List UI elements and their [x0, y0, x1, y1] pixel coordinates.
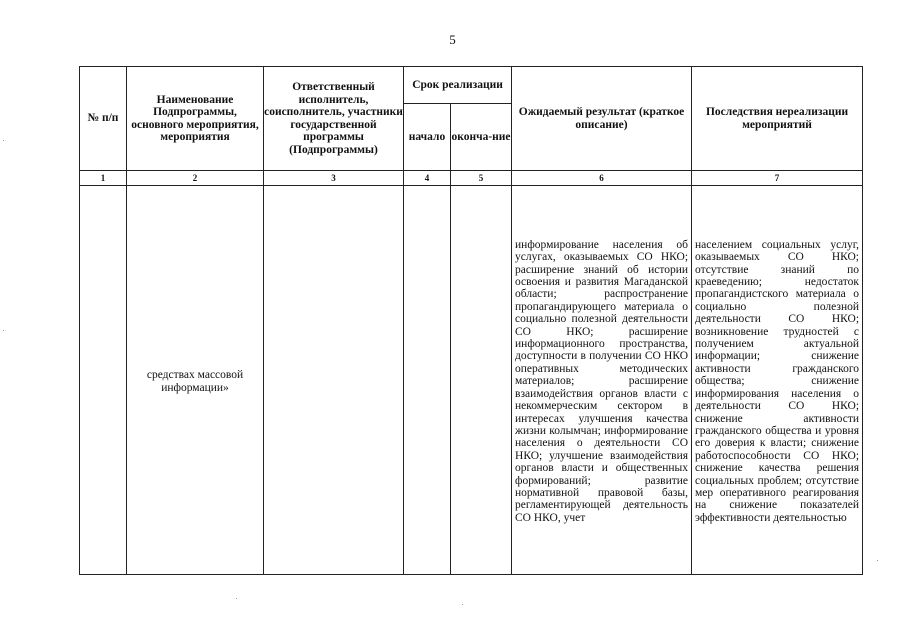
column-numbers-row: [80, 171, 863, 186]
header-consequences: Последствия нереализации мероприятий: [692, 67, 863, 171]
cell-consequences: [692, 186, 863, 575]
cell-result-text: информирование населения об услугах, оказываемых СО НКО; расширение знаний об истории освоения и развития Магаданской области; распространение пропагандирующего материала о социально полезной деятельности СО НКО; расширение информационного пространства, доступности в получении СО НКО оперативных методических материалов; расширение взаимодействия органов власти с некоммерческим сектором в интересах улучшения качества жизни колымчан; информирование населения о деятельности СО НКО; улучшение взаимодействия органов власти и общественных формирований; развитие нормативной правовой базы, регламентирующей деятельность СО НКО, учет: [515, 238, 689, 524]
cell-end: [451, 186, 512, 575]
cell-responsible: [264, 186, 404, 575]
program-table: [79, 66, 863, 575]
scan-speck: [462, 604, 463, 605]
cell-name: [127, 186, 264, 575]
column-number: 3: [264, 171, 404, 186]
column-number: 1: [80, 171, 127, 186]
cell-result: [512, 186, 692, 575]
column-number: 2: [127, 171, 264, 186]
page-number: 5: [449, 32, 456, 47]
scan-speck: [3, 330, 4, 331]
cell-start: [404, 186, 451, 575]
header-start: начало: [404, 104, 451, 171]
header-responsible: Ответственный исполнитель, соисполнитель, участники государственной программы (Подпрограммы): [264, 67, 404, 171]
scan-speck: [877, 560, 878, 561]
cell-consequences-text: населением социальных услуг, оказываемых СО НКО; отсутствие знаний по краеведению; недостаток пропагандистского материала о социально полезной деятельности СО НКО; возникновение трудностей с получением актуальной информации; снижение активности гражданского общества; снижение информирования населения о деятельности СО НКО; снижение активности гражданского общества и уровня его доверия к власти; снижение работоспособности СО НКО; снижение качества решения социальных проблем; отсутствие мер оперативного реагирования на снижение показателей эффективности деятельностью: [695, 238, 860, 524]
header-number: № п/п: [80, 67, 127, 171]
scan-speck: [236, 598, 237, 599]
header-result: Ожидаемый результат (краткое описание): [512, 67, 692, 171]
table-row: [80, 186, 863, 575]
column-number: 6: [512, 171, 692, 186]
cell-number: [80, 186, 127, 575]
column-number: 7: [692, 171, 863, 186]
cell-name-text: средствах массовой информации»: [146, 369, 244, 394]
header-term: Срок реализации: [404, 67, 512, 104]
column-number: 4: [404, 171, 451, 186]
header-row: [80, 67, 863, 104]
scan-speck: [3, 140, 4, 141]
header-name: Наименование Подпрограммы, основного мероприятия, мероприятия: [127, 67, 264, 171]
column-number: 5: [451, 171, 512, 186]
header-end: оконча-ние: [451, 104, 512, 171]
